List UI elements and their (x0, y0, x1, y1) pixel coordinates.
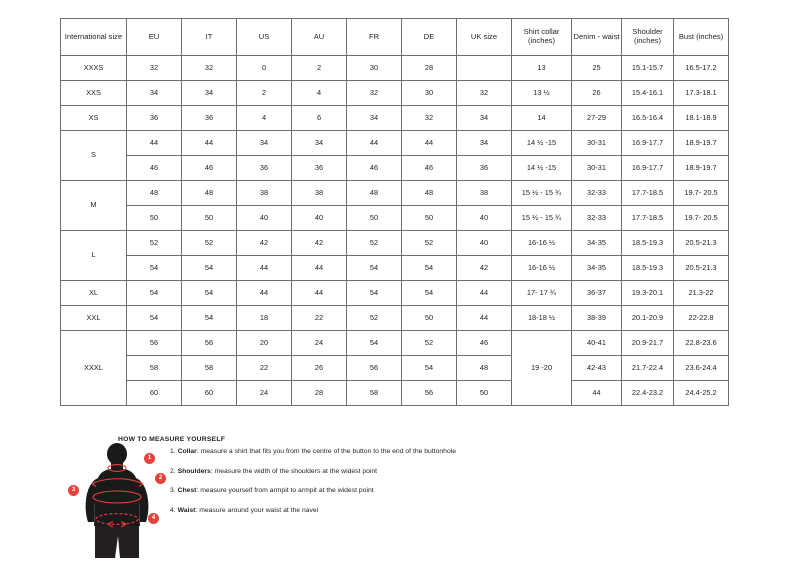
table-cell: 44 (292, 256, 347, 281)
table-cell: 46 (402, 156, 457, 181)
table-row (61, 106, 729, 131)
size-label-cell: XS (61, 106, 127, 131)
table-cell: 23.6-24.4 (674, 356, 729, 381)
table-cell: 24 (292, 331, 347, 356)
table-cell: 25 (572, 56, 622, 81)
table-cell: 44 (237, 256, 292, 281)
size-chart-table (60, 18, 729, 406)
table-cell: 54 (127, 281, 182, 306)
table-cell: 58 (127, 356, 182, 381)
table-cell: 34 (457, 131, 512, 156)
column-header-de: DE (402, 19, 457, 56)
table-cell: 36 (182, 106, 237, 131)
table-cell: 27-29 (572, 106, 622, 131)
table-cell: 44 (457, 306, 512, 331)
table-cell: 46 (457, 331, 512, 356)
bullet-marker-4: 4 (148, 513, 159, 524)
instruction-term: Shoulders (177, 467, 211, 475)
table-cell: 22 (292, 306, 347, 331)
table-cell: 34 (182, 81, 237, 106)
table-row (61, 231, 729, 256)
table-cell: 18.1-18.9 (674, 106, 729, 131)
table-cell: 20.1-20.9 (622, 306, 674, 331)
size-label-cell: S (61, 131, 127, 181)
table-cell: 22 (237, 356, 292, 381)
table-cell: 28 (292, 381, 347, 406)
table-cell: 54 (402, 356, 457, 381)
table-cell: 26 (572, 81, 622, 106)
table-cell: 19.7- 20.5 (674, 206, 729, 231)
table-cell: 50 (457, 381, 512, 406)
table-cell: 30-31 (572, 156, 622, 181)
table-cell: 18-18 ½ (512, 306, 572, 331)
table-cell: 16.5-16.4 (622, 106, 674, 131)
column-header-it: IT (182, 19, 237, 56)
table-cell: 18.9-19.7 (674, 156, 729, 181)
size-label-cell: XL (61, 281, 127, 306)
table-cell: 58 (347, 381, 402, 406)
table-cell: 44 (182, 131, 237, 156)
table-row (61, 256, 729, 281)
table-cell: 48 (127, 181, 182, 206)
table-cell: 17- 17 ¾ (512, 281, 572, 306)
table-cell: 22-22.8 (674, 306, 729, 331)
table-cell: 52 (347, 231, 402, 256)
table-cell: 60 (127, 381, 182, 406)
table-cell: 18.5-19.3 (622, 256, 674, 281)
table-cell: 30-31 (572, 131, 622, 156)
table-cell: 32-33 (572, 181, 622, 206)
table-cell: 54 (402, 281, 457, 306)
table-cell: 36 (292, 156, 347, 181)
table-cell: 54 (402, 256, 457, 281)
table-cell: 15.4-16.1 (622, 81, 674, 106)
table-cell: 56 (127, 331, 182, 356)
bullet-marker-3: 3 (68, 485, 79, 496)
table-cell: 42-43 (572, 356, 622, 381)
table-cell: 20.5-21.3 (674, 231, 729, 256)
instruction-text: : measure a shirt that fits you from the centre of the button to the end of the buttonhole (196, 448, 457, 455)
table-cell: 13 (512, 56, 572, 81)
table-cell: 16-16 ½ (512, 256, 572, 281)
table-cell: 15.1-15.7 (622, 56, 674, 81)
table-cell: 21.3-22 (674, 281, 729, 306)
measurement-figure (60, 440, 240, 566)
table-cell: 42 (237, 231, 292, 256)
column-header-intl: International size (61, 19, 127, 56)
table-cell: 36 (457, 156, 512, 181)
table-cell: 34 (127, 81, 182, 106)
table-cell-collar: 19 -20 (512, 331, 572, 406)
table-cell: 26 (292, 356, 347, 381)
table-cell: 14 ½ -15 (512, 156, 572, 181)
table-cell: 58 (182, 356, 237, 381)
size-label-cell: XXXS (61, 56, 127, 81)
size-label-cell: XXXL (61, 331, 127, 406)
table-cell: 2 (237, 81, 292, 106)
table-cell: 54 (347, 331, 402, 356)
size-label-cell: L (61, 231, 127, 281)
table-cell: 38 (237, 181, 292, 206)
table-cell: 16-16 ½ (512, 231, 572, 256)
table-cell: 34-35 (572, 256, 622, 281)
table-cell: 6 (292, 106, 347, 131)
table-cell: 44 (292, 281, 347, 306)
column-header-bust: Bust (inches) (674, 19, 729, 56)
table-cell: 54 (182, 281, 237, 306)
table-cell: 17.7-18.5 (622, 206, 674, 231)
table-cell: 18.9-19.7 (674, 131, 729, 156)
size-label-cell: M (61, 181, 127, 231)
column-header-denim: Denim - waist (572, 19, 622, 56)
table-cell: 18 (237, 306, 292, 331)
table-cell: 54 (347, 256, 402, 281)
table-cell: 16.9-17.7 (622, 156, 674, 181)
table-cell: 4 (237, 106, 292, 131)
table-cell: 44 (572, 381, 622, 406)
instruction-text: : measure around your waist at the navel (195, 506, 319, 514)
table-cell: 56 (347, 356, 402, 381)
table-cell: 30 (347, 56, 402, 81)
table-cell: 50 (402, 206, 457, 231)
table-cell: 16.5-17.2 (674, 56, 729, 81)
table-cell: 16.9-17.7 (622, 131, 674, 156)
instruction-number: 3. (170, 487, 178, 495)
table-cell: 32 (457, 81, 512, 106)
table-cell: 54 (127, 306, 182, 331)
table-cell: 17.7-18.5 (622, 181, 674, 206)
table-cell: 22.8-23.6 (674, 331, 729, 356)
table-cell: 54 (182, 256, 237, 281)
table-cell: 40 (457, 231, 512, 256)
table-cell: 32 (182, 56, 237, 81)
table-cell: 54 (182, 306, 237, 331)
table-cell: 54 (347, 281, 402, 306)
table-cell: 20 (237, 331, 292, 356)
table-cell: 56 (402, 381, 457, 406)
table-cell: 20.9-21.7 (622, 331, 674, 356)
table-cell: 40-41 (572, 331, 622, 356)
table-row (61, 281, 729, 306)
table-cell: 54 (127, 256, 182, 281)
table-cell: 36-37 (572, 281, 622, 306)
table-cell: 44 (457, 281, 512, 306)
table-cell: 19.3-20.1 (622, 281, 674, 306)
table-cell: 13 ½ (512, 81, 572, 106)
column-header-shoulder: Shoulder (inches) (622, 19, 674, 56)
instruction-number: 2. (170, 467, 178, 475)
table-cell: 44 (347, 131, 402, 156)
table-cell: 0 (237, 56, 292, 81)
table-cell: 44 (237, 281, 292, 306)
table-row (61, 306, 729, 331)
table-cell (457, 56, 512, 81)
instruction-term: Waist (177, 506, 196, 514)
table-cell: 18.5-19.3 (622, 231, 674, 256)
table-cell: 32 (127, 56, 182, 81)
table-cell: 34 (457, 106, 512, 131)
table-cell: 60 (182, 381, 237, 406)
table-row (61, 56, 729, 81)
table-cell: 15 ½ - 15 ¾ (512, 206, 572, 231)
table-row (61, 331, 729, 356)
table-cell: 46 (182, 156, 237, 181)
column-header-fr: FR (347, 19, 402, 56)
table-cell: 46 (127, 156, 182, 181)
bullet-marker-2: 2 (155, 473, 166, 484)
table-row (61, 206, 729, 231)
table-cell: 32 (402, 106, 457, 131)
table-row (61, 81, 729, 106)
table-cell: 38 (292, 181, 347, 206)
table-cell: 42 (292, 231, 347, 256)
table-row (61, 381, 729, 406)
table-header-row (61, 19, 729, 56)
table-cell: 56 (182, 331, 237, 356)
table-cell: 14 ½ -15 (512, 131, 572, 156)
table-cell: 42 (457, 256, 512, 281)
table-cell: 14 (512, 106, 572, 131)
table-cell: 32 (347, 81, 402, 106)
table-row (61, 356, 729, 381)
table-cell: 34-35 (572, 231, 622, 256)
table-cell: 46 (347, 156, 402, 181)
table-cell: 32-33 (572, 206, 622, 231)
table-cell: 4 (292, 81, 347, 106)
table-cell: 52 (402, 331, 457, 356)
table-cell: 48 (457, 356, 512, 381)
table-cell: 21.7-22.4 (622, 356, 674, 381)
table-cell: 19.7- 20.5 (674, 181, 729, 206)
column-header-uk: UK size (457, 19, 512, 56)
table-cell: 44 (402, 131, 457, 156)
column-header-us: US (237, 19, 292, 56)
column-header-collar: Shirt collar (inches) (512, 19, 572, 56)
table-cell: 48 (347, 181, 402, 206)
table-cell: 44 (127, 131, 182, 156)
table-cell: 34 (292, 131, 347, 156)
table-cell: 40 (457, 206, 512, 231)
table-cell: 36 (237, 156, 292, 181)
table-cell: 20.5-21.3 (674, 256, 729, 281)
instruction-term: Collar (177, 448, 197, 455)
table-cell: 15 ½ - 15 ¾ (512, 181, 572, 206)
table-body (61, 56, 729, 406)
table-cell: 34 (237, 131, 292, 156)
instruction-term: Chest (177, 487, 197, 495)
table-cell: 17.3-18.1 (674, 81, 729, 106)
table-cell: 50 (182, 206, 237, 231)
table-cell: 50 (402, 306, 457, 331)
column-header-eu: EU (127, 19, 182, 56)
table-cell: 48 (402, 181, 457, 206)
table-cell: 38-39 (572, 306, 622, 331)
table-row (61, 181, 729, 206)
table-cell: 28 (402, 56, 457, 81)
size-label-cell: XXS (61, 81, 127, 106)
table-cell: 52 (182, 231, 237, 256)
instruction-number: 1. (170, 448, 178, 455)
table-cell: 2 (292, 56, 347, 81)
instruction-text: : measure yourself from armpit to armpit at the widest point (196, 487, 374, 495)
table-cell: 36 (127, 106, 182, 131)
table-cell: 34 (347, 106, 402, 131)
size-label-cell: XXL (61, 306, 127, 331)
bullet-marker-1: 1 (144, 453, 155, 464)
table-row (61, 156, 729, 181)
table-cell: 24 (237, 381, 292, 406)
table-cell: 40 (292, 206, 347, 231)
table-cell: 22.4-23.2 (622, 381, 674, 406)
column-header-au: AU (292, 19, 347, 56)
table-cell: 40 (237, 206, 292, 231)
instruction-text: : measure the width of the shoulders at the widest point (210, 467, 378, 475)
table-row (61, 131, 729, 156)
table-cell: 50 (127, 206, 182, 231)
table-cell: 50 (347, 206, 402, 231)
instruction-number: 4. (170, 506, 178, 514)
table-cell: 30 (402, 81, 457, 106)
table-cell: 52 (347, 306, 402, 331)
table-cell: 48 (182, 181, 237, 206)
table-cell: 38 (457, 181, 512, 206)
howto-title: HOW TO MEASURE YOURSELF (118, 436, 226, 443)
table-cell: 52 (127, 231, 182, 256)
table-cell: 52 (402, 231, 457, 256)
table-cell: 24.4-25.2 (674, 381, 729, 406)
